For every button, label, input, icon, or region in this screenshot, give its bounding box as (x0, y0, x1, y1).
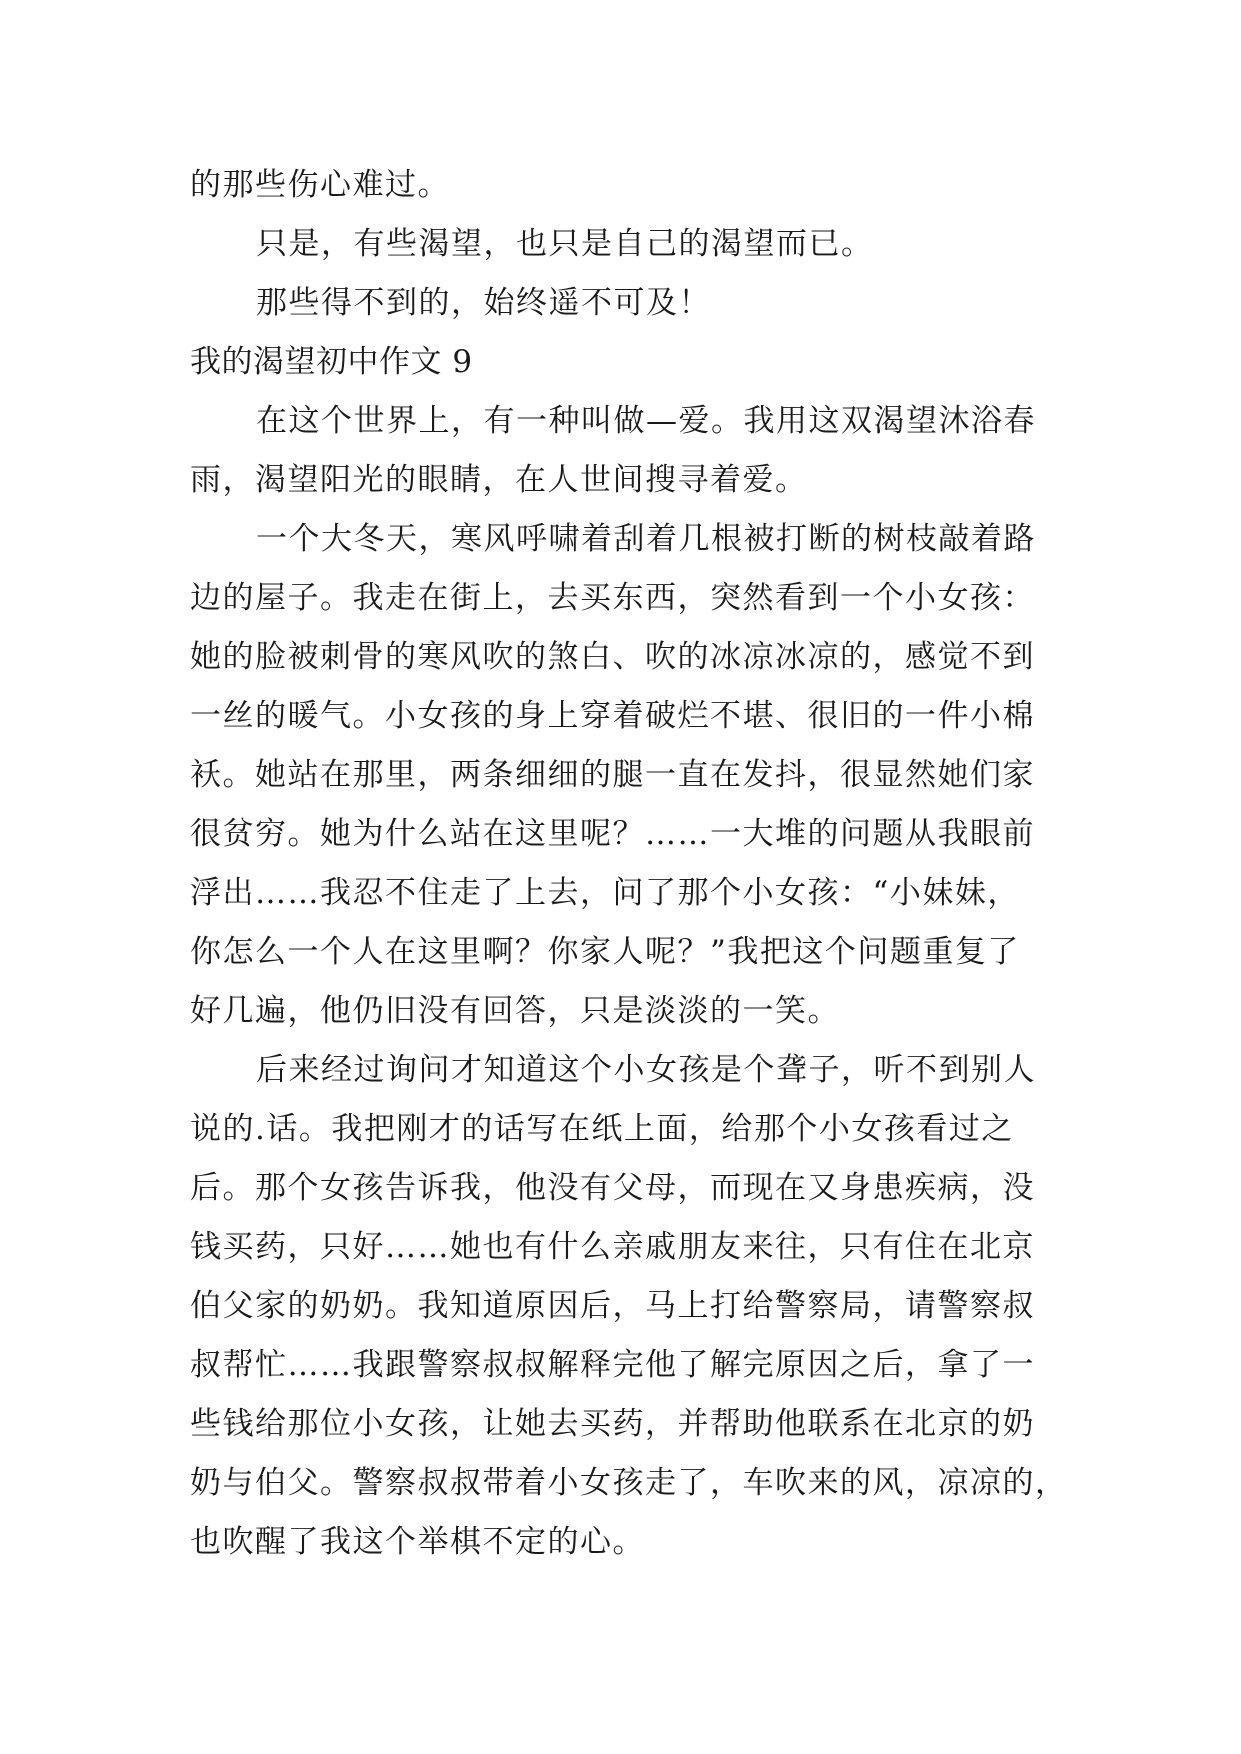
paragraph-3 (190, 1041, 1070, 1572)
paragraph-line: 雨，渴望阳光的眼睛，在人世间搜寻着爱。 (190, 462, 808, 498)
paragraph-line: 后。那个女孩告诉我，他没有父母，而现在又身患疾病，没 (190, 1170, 1035, 1206)
paragraph-line: 叔帮忙……我跟警察叔叔解释完他了解完原因之后，拿了一 (190, 1347, 1035, 1383)
paragraph-line: 钱买药，只好……她也有什么亲戚朋友来往，只有住在北京 (190, 1229, 1035, 1265)
paragraph-line: 也吹醒了我这个举棋不定的心。 (190, 1524, 645, 1560)
paragraph-line: 边的屋子。我走在街上，去买东西，突然看到一个小女孩： (190, 580, 1035, 616)
paragraph-line: 很贫穷。她为什么站在这里呢？……一大堆的问题从我眼前 (190, 816, 1035, 852)
paragraph-line: 在这个世界上，有一种叫做—爱。我用这双渴望沐浴春 (256, 403, 1036, 439)
paragraph-line: 一个大冬天，寒风呼啸着刮着几根被打断的树枝敲着路 (256, 521, 1036, 557)
paragraph-line: 伯父家的奶奶。我知道原因后，马上打给警察局，请警察叔 (190, 1288, 1035, 1324)
paragraph-line: 袄。她站在那里，两条细细的腿一直在发抖，很显然她们家 (190, 757, 1035, 793)
essay-heading: 我的渴望初中作文 9 (190, 344, 473, 380)
intro-line: 只是，有些渴望，也只是自己的渴望而已。 (256, 226, 874, 262)
paragraph-line: 浮出……我忍不住走了上去，问了那个小女孩：“小妹妹， (190, 875, 1020, 911)
paragraph-line: 说的.话。我把刚才的话写在纸上面，给那个小女孩看过之 (190, 1111, 1014, 1147)
paragraph-line: 一丝的暖气。小女孩的身上穿着破烂不堪、很旧的一件小棉 (190, 698, 1035, 734)
intro-line: 那些得不到的，始终遥不可及！ (256, 285, 711, 321)
paragraph-line: 奶与伯父。警察叔叔带着小女孩走了，车吹来的风，凉凉的， (190, 1465, 1068, 1501)
paragraph-line: 些钱给那位小女孩，让她去买药，并帮助他联系在北京的奶 (190, 1406, 1035, 1442)
document-page (190, 156, 1070, 1572)
paragraph-1 (190, 392, 1070, 510)
paragraph-line: 她的脸被刺骨的寒风吹的煞白、吹的冰凉冰凉的，感觉不到 (190, 639, 1035, 675)
paragraph-2 (190, 510, 1070, 1041)
paragraph-line: 好几遍，他仍旧没有回答，只是淡淡的一笑。 (190, 993, 840, 1029)
intro-fragment: 的那些伤心难过。 (190, 167, 450, 203)
paragraph-line: 你怎么一个人在这里啊？你家人呢？”我把这个问题重复了 (190, 934, 1020, 970)
paragraph-line: 后来经过询问才知道这个小女孩是个聋子，听不到别人 (256, 1052, 1036, 1088)
